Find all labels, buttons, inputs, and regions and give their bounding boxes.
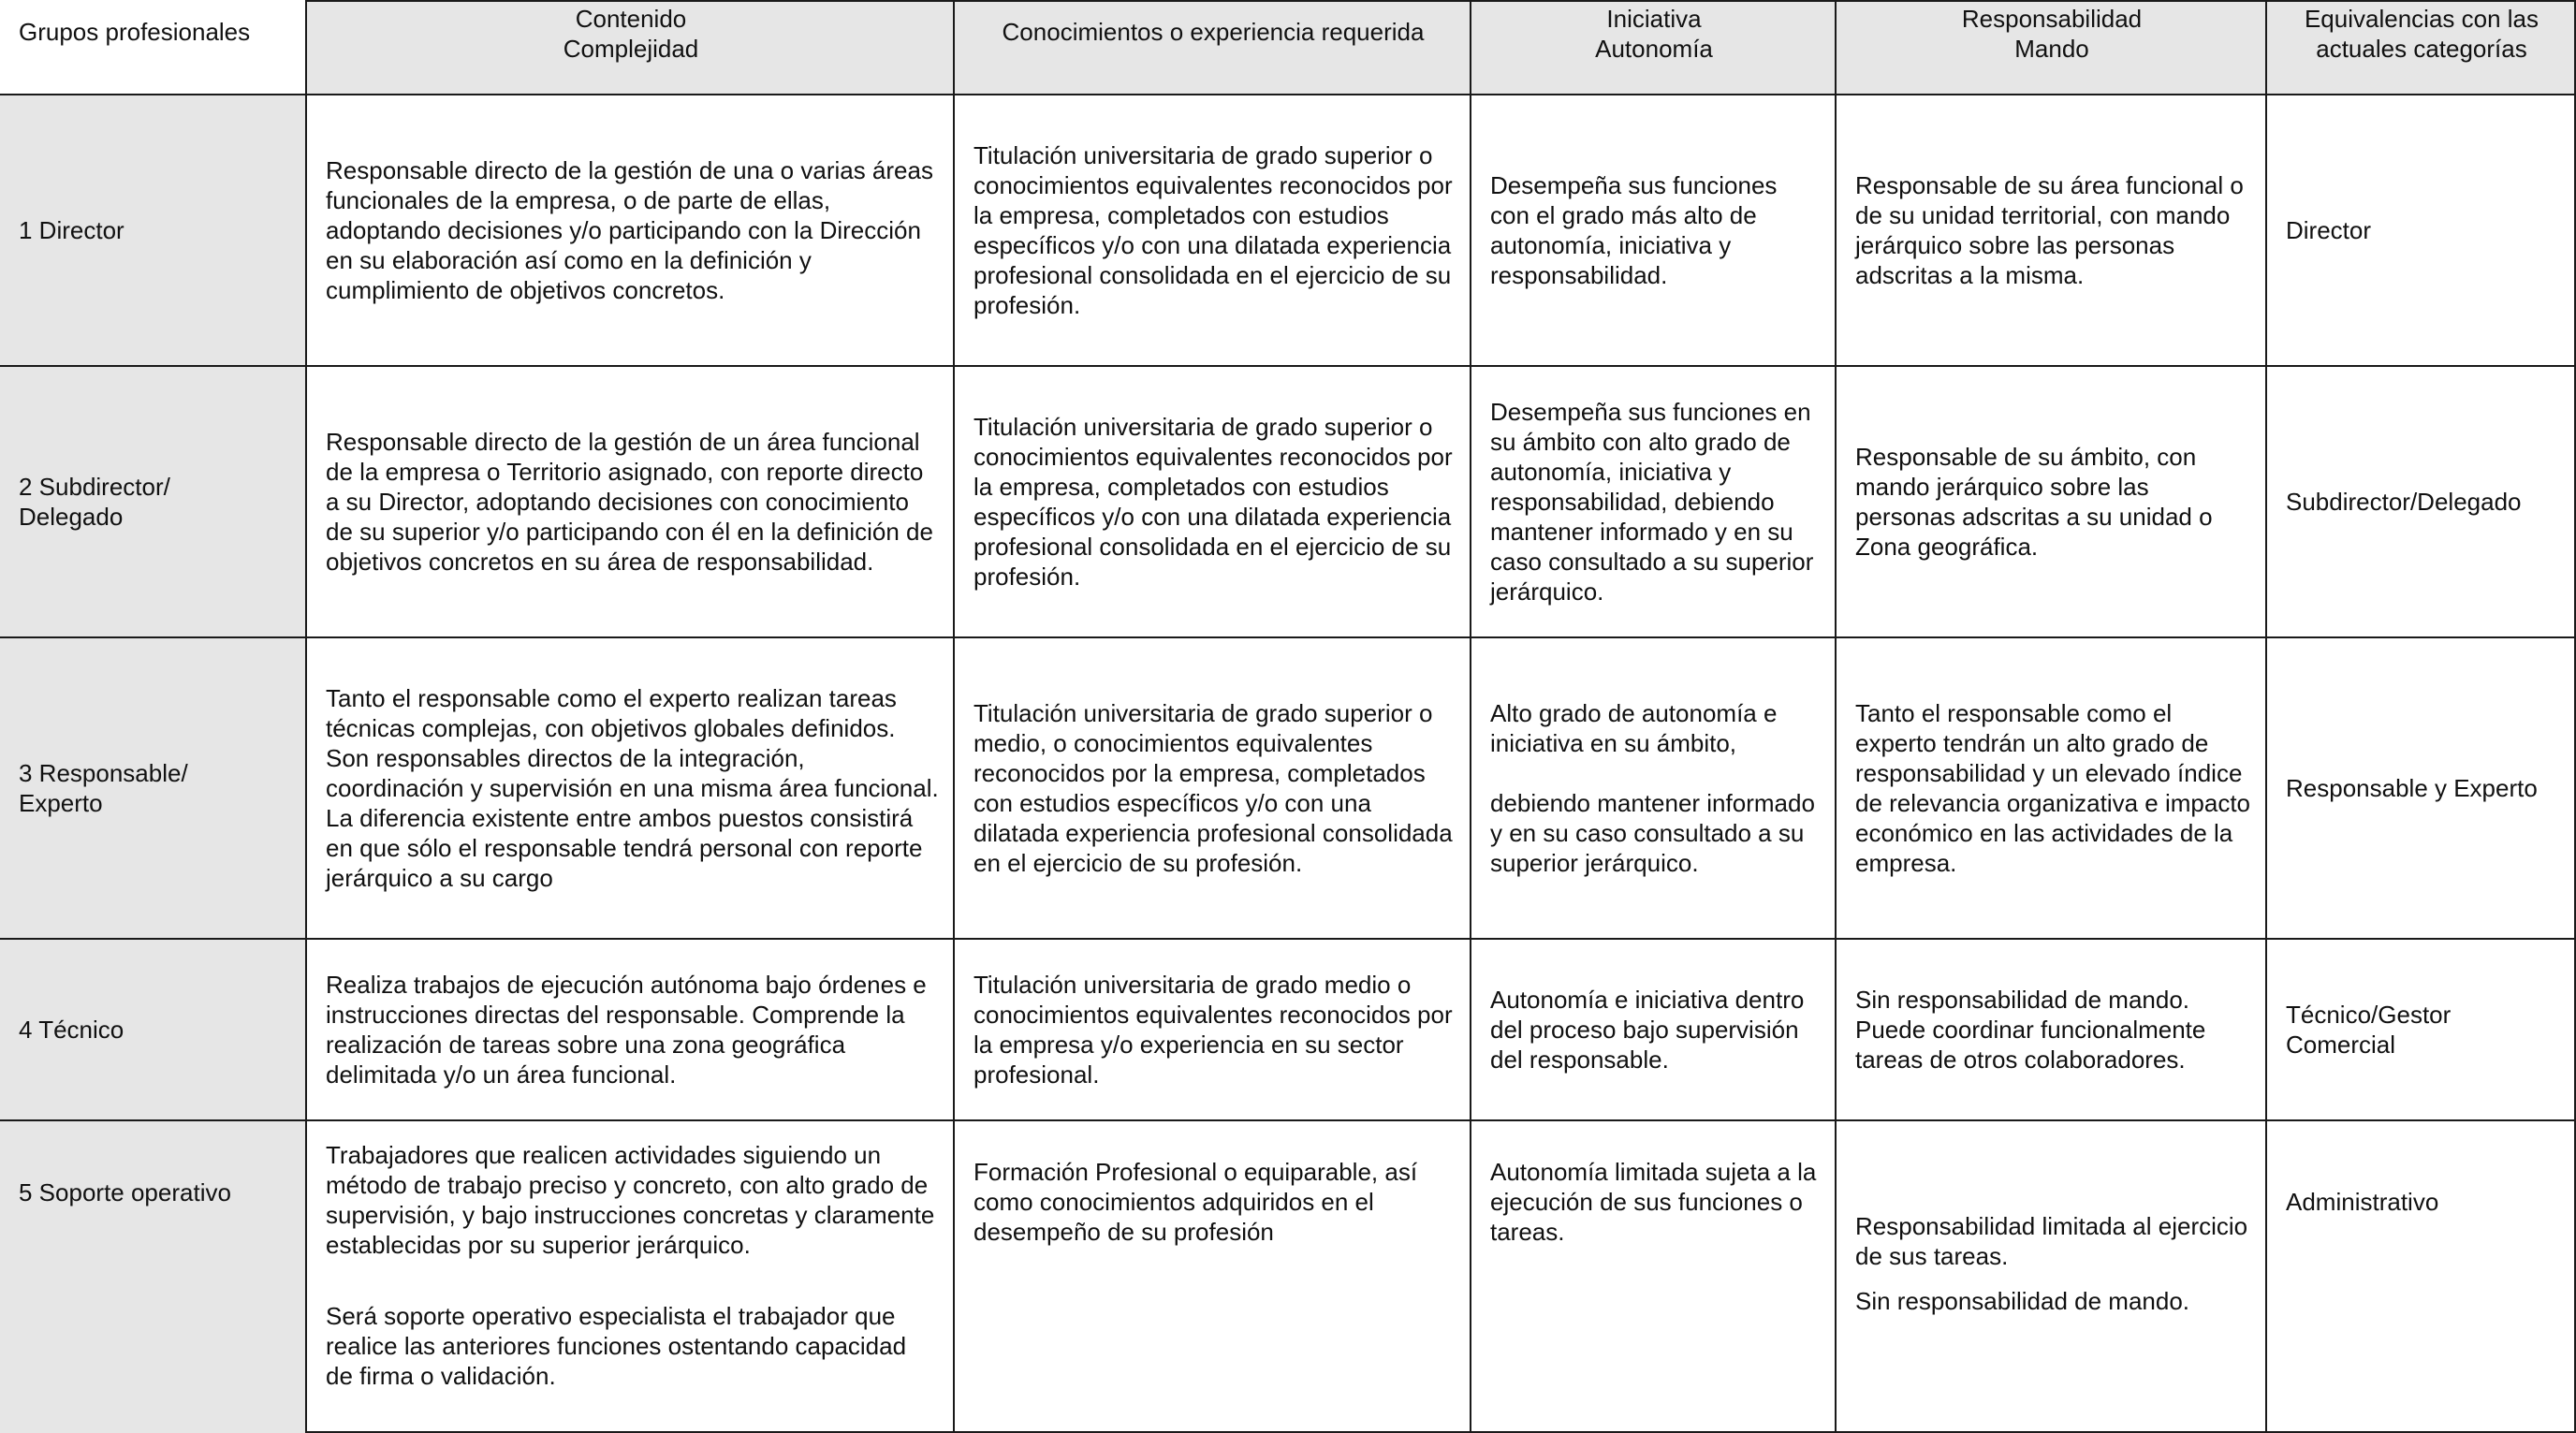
cell-conocimientos: Titulación universitaria de grado superior o conocimientos equivalentes reconocidos por la empresa, completados con estudios específicos y/o con una dilatada experiencia profesional consolidada en el ejercicio de su profesión. — [973, 413, 1453, 591]
cell-responsabilidad: Responsable de su ámbito, con mando jerárquico sobre las personas adscritas a su unidad o Zona geográfica. — [1855, 443, 2213, 561]
cell-contenido-extra: Será soporte operativo especialista el trabajador que realice las anteriores funciones ostentando capacidad de firma o validación. — [326, 1302, 907, 1390]
header-conocimientos: Conocimientos o experiencia requerida — [955, 0, 1471, 94]
cell-iniciativa: Desempeña sus funciones en su ámbito con alto grado de autonomía, iniciativa y responsabilidad, debiendo mantener informado y en su caso consultado a su superior jerárquico. — [1490, 398, 1814, 606]
grid-line — [1835, 0, 1837, 1433]
header-iniciativa: Iniciativa Autonomía — [1471, 0, 1837, 94]
cell-contenido: Responsable directo de la gestión de un área funcional de la empresa o Territorio asignado, con reporte directo a su Director, adoptando decisiones con conocimiento de su superior y/o participando con él en la definición de objetivos concretos en su área de responsabilidad. — [326, 428, 933, 576]
grid-line — [305, 0, 307, 1433]
cell-iniciativa: Autonomía limitada sujeta a la ejecución de sus funciones o tareas. — [1490, 1158, 1817, 1246]
grid-line — [0, 1119, 2576, 1121]
grid-line — [0, 938, 2576, 940]
grid-line — [0, 636, 2576, 638]
cell-equivalencia: Administrativo — [2286, 1188, 2439, 1216]
group-label: 4 Técnico — [0, 940, 307, 1119]
cell-responsabilidad-extra: Sin responsabilidad de mando. — [1855, 1287, 2190, 1315]
cell-responsabilidad: Sin responsabilidad de mando. Puede coordinar funcionalmente tareas de otros colaboradores. — [1855, 986, 2206, 1074]
cell-conocimientos: Titulación universitaria de grado superior o medio, o conocimientos equivalentes reconocidos por la empresa, completados con estudios específicos y/o con una dilatada experiencia profesional consolidada en el ejercicio de su profesión. — [973, 699, 1453, 877]
grid-line — [305, 0, 2576, 2]
cell-iniciativa: Desempeña sus funciones con el grado más alto de autonomía, iniciativa y responsabilidad. — [1490, 171, 1778, 289]
cell-conocimientos: Titulación universitaria de grado superior o conocimientos equivalentes reconocidos por la empresa, completados con estudios específicos y/o con una dilatada experiencia profesional consolidada en el ejercicio de su profesión. — [973, 141, 1453, 319]
cell-equivalencia: Técnico/Gestor Comercial — [2286, 1001, 2452, 1059]
cell-equivalencia: Subdirector/Delegado — [2286, 488, 2522, 516]
cell-responsabilidad: Tanto el responsable como el experto tendrán un alto grado de responsabilidad y un elevado índice de relevancia organizativa e impacto económico en las actividades de la empresa. — [1855, 699, 2251, 877]
grid-line — [0, 94, 2576, 95]
cell-contenido: Tanto el responsable como el experto realizan tareas técnicas complejas, con objetivos globales definidos. Son responsables directos de la integración, coordinación y supervisión en una misma área funcional. La diferencia existente entre ambos puestos consistirá en que sólo el responsable tendrá personal con reporte jerárquico a su cargo — [326, 684, 939, 892]
grid-line — [0, 365, 2576, 367]
header-contenido: Contenido Complejidad — [307, 0, 955, 94]
cell-contenido: Realiza trabajos de ejecución autónoma bajo órdenes e instrucciones directas del responsable. Comprende la realización de tareas sobre una zona geográfica delimitada y/o un área funcional. — [326, 971, 927, 1089]
cell-contenido: Responsable directo de la gestión de una o varias áreas funcionales de la empresa, o de parte de ellas, adoptando decisiones y/o participando con la Dirección en su elaboración así como en la definición y cumplimiento de objetivos concretos. — [326, 156, 933, 304]
group-label: 5 Soporte operativo — [0, 1121, 307, 1433]
header-grupos-profesionales: Grupos profesionales — [19, 18, 251, 46]
cell-contenido: Trabajadores que realicen actividades siguiendo un método de trabajo preciso y concreto, con alto grado de supervisión, y bajo instrucciones concretas y claramente establecidas por su superior jerárquico. — [326, 1141, 935, 1259]
header-responsabilidad: Responsabilidad Mando — [1837, 0, 2267, 94]
grid-line — [1470, 0, 1471, 1433]
cell-iniciativa: Autonomía e iniciativa dentro del proceso bajo supervisión del responsable. — [1490, 986, 1805, 1074]
header-equivalencias: Equivalencias con las actuales categorías — [2267, 0, 2576, 94]
cell-equivalencia: Responsable y Experto — [2286, 774, 2538, 802]
group-label: 2 Subdirector/ Delegado — [0, 367, 307, 636]
cell-responsabilidad: Responsable de su área funcional o de su unidad territorial, con mando jerárquico sobre las personas adscritas a la misma. — [1855, 171, 2244, 289]
group-label: 3 Responsable/ Experto — [0, 638, 307, 938]
cell-conocimientos: Formación Profesional o equiparable, así como conocimientos adquiridos en el desempeño de su profesión — [973, 1158, 1418, 1246]
cell-responsabilidad: Responsabilidad limitada al ejercicio de sus tareas. — [1855, 1212, 2248, 1270]
cell-iniciativa: Alto grado de autonomía e iniciativa en su ámbito, debiendo mantener informado y en su caso consultado a su superior jerárquico. — [1490, 699, 1815, 877]
grid-line — [953, 0, 955, 1433]
cell-conocimientos: Titulación universitaria de grado medio o conocimientos equivalentes reconocidos por la empresa y/o experiencia en su sector profesional. — [973, 971, 1453, 1089]
group-label: 1 Director — [0, 95, 307, 365]
cell-equivalencia: Director — [2286, 216, 2372, 244]
grid-line — [2265, 0, 2267, 1433]
